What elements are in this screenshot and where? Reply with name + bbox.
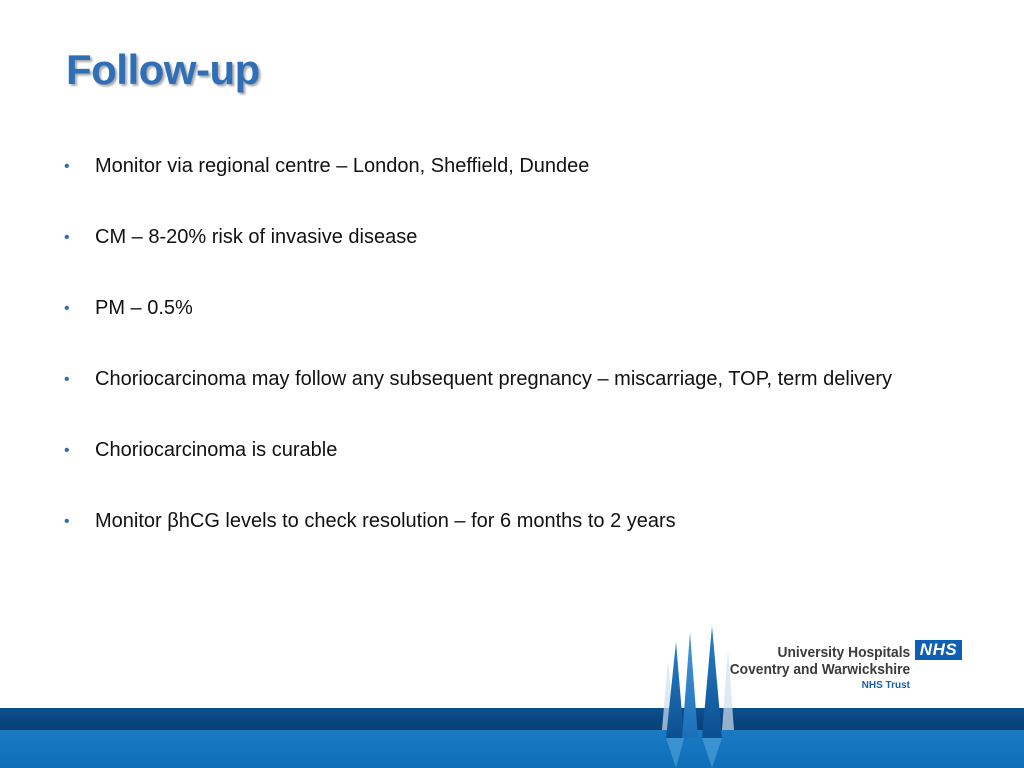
bullet-dot-icon: •: [64, 158, 70, 175]
bullet-item: [64, 437, 944, 464]
bullet-item: [64, 153, 944, 180]
bullet-item: [64, 366, 944, 393]
bullet-dot-icon: •: [64, 229, 70, 246]
bullet-dot-icon: •: [64, 300, 70, 317]
bullet-text: PM – 0.5%: [95, 297, 193, 319]
spires-logo-icon: [640, 620, 760, 768]
bullet-dot-icon: •: [64, 442, 70, 459]
bullet-text: Monitor via regional centre – London, Sheffield, Dundee: [95, 155, 590, 177]
bullet-item: [64, 295, 944, 322]
footer-band-dark: [0, 708, 1024, 730]
bullet-list: [64, 153, 944, 579]
nhs-badge-icon: NHS: [915, 640, 962, 660]
footer-band-light: [0, 730, 1024, 768]
bullet-text: CM – 8-20% risk of invasive disease: [95, 226, 418, 248]
bullet-text: Choriocarcinoma is curable: [95, 439, 338, 461]
bullet-text: Choriocarcinoma may follow any subsequent pregnancy – miscarriage, TOP, term delivery: [95, 368, 893, 390]
org-name-line1: University Hospitals: [777, 644, 910, 661]
bullet-dot-icon: •: [64, 371, 70, 388]
bullet-dot-icon: •: [64, 513, 70, 530]
bullet-item: [64, 508, 944, 535]
org-name-line3: NHS Trust: [861, 680, 910, 691]
bullet-item: [64, 224, 944, 251]
slide-title: Follow-up: [66, 46, 260, 93]
org-name-line2: Coventry and Warwickshire: [729, 661, 910, 678]
trust-logo: [729, 640, 998, 694]
bullet-text: Monitor βhCG levels to check resolution – for 6 months to 2 years: [95, 510, 676, 532]
